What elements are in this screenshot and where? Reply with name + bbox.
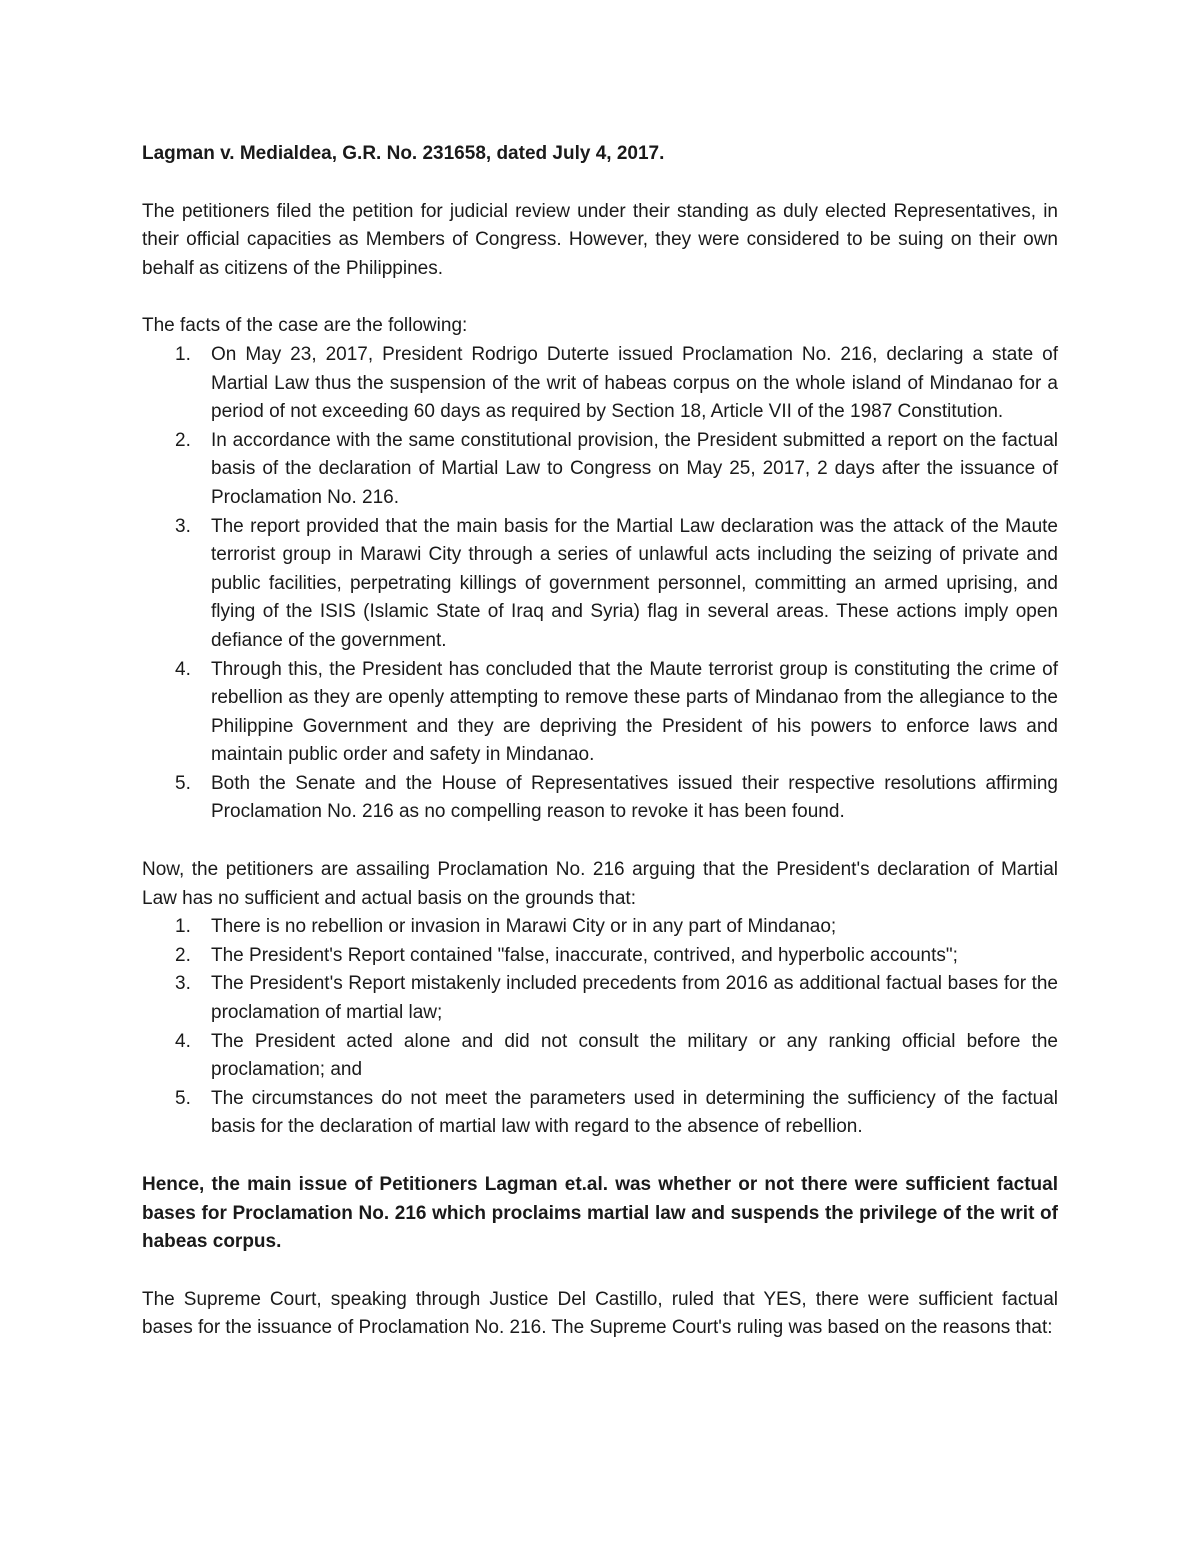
list-item-text: On May 23, 2017, President Rodrigo Duterte issued Proclamation No. 216, declaring a state of Martial Law thus the suspension of the writ of habeas corpus on the whole island of Mindanao for a period of not exceeding 60 days as required by Section 18, Article VII of the 1987 Constitution. <box>211 343 1058 423</box>
list-item <box>175 341 1058 427</box>
list-number: 5. <box>175 772 191 794</box>
list-item-text: The report provided that the main basis for the Martial Law declaration was the attack of the Maute terrorist group in Marawi City through a series of unlawful acts including the seizing of private and public facilities, perpetrating killings of government personnel, committing an armed uprising, and flying of the ISIS (Islamic State of Iraq and Syria) flag in several areas. These actions imply open defiance of the government. <box>211 515 1058 651</box>
list-item <box>175 970 1058 1027</box>
list-number: 3. <box>175 515 191 537</box>
list-item-text: The President acted alone and did not consult the military or any ranking official before the proclamation; and <box>211 1030 1058 1081</box>
list-item <box>175 770 1058 827</box>
list-item-text: Both the Senate and the House of Representatives issued their respective resolutions affirming Proclamation No. 216 as no compelling reason to revoke it has been found. <box>211 772 1058 823</box>
list-number: 1. <box>175 343 191 365</box>
list-number: 3. <box>175 973 191 995</box>
list-item <box>175 1028 1058 1085</box>
grounds-list <box>142 913 1058 1142</box>
main-issue-paragraph: Hence, the main issue of Petitioners Lagman et.al. was whether or not there were sufficient factual bases for Proclamation No. 216 which proclaims martial law and suspends the privilege of the writ of habeas corpus. <box>142 1174 1058 1253</box>
ruling-paragraph: The Supreme Court, speaking through Justice Del Castillo, ruled that YES, there were sufficient factual bases for the issuance of Proclamation No. 216. The Supreme Court's ruling was based on the reasons that: <box>142 1288 1058 1339</box>
list-item <box>175 942 1058 971</box>
list-number: 2. <box>175 944 191 966</box>
intro-paragraph: The petitioners filed the petition for judicial review under their standing as duly elected Representatives, in their official capacities as Members of Congress. However, they were considered to be suing on their own behalf as citizens of the Philippines. <box>142 200 1058 279</box>
list-item-text: In accordance with the same constitutional provision, the President submitted a report on the factual basis of the declaration of Martial Law to Congress on May 25, 2017, 2 days after the issuance of Proclamation No. 216. <box>211 429 1058 508</box>
facts-list <box>142 341 1058 827</box>
list-item <box>175 1085 1058 1142</box>
list-item-text: The President's Report contained "false, inaccurate, contrived, and hyperbolic accounts"; <box>211 944 958 966</box>
facts-heading: The facts of the case are the following: <box>142 315 468 337</box>
list-number: 5. <box>175 1087 191 1109</box>
list-number: 4. <box>175 658 191 680</box>
list-item <box>175 513 1058 656</box>
list-item <box>175 913 1058 942</box>
list-item <box>175 427 1058 513</box>
list-item-text: The President's Report mistakenly included precedents from 2016 as additional factual bases for the proclamation of martial law; <box>211 973 1058 1024</box>
grounds-heading: Now, the petitioners are assailing Proclamation No. 216 arguing that the President's declaration of Martial Law has no sufficient and actual basis on the grounds that: <box>142 859 1058 909</box>
list-item-text: There is no rebellion or invasion in Marawi City or in any part of Mindanao; <box>211 916 837 938</box>
list-number: 4. <box>175 1030 191 1052</box>
document-page <box>142 140 1058 1343</box>
list-number: 2. <box>175 429 191 451</box>
list-item <box>175 656 1058 770</box>
list-number: 1. <box>175 916 191 938</box>
list-item-text: The circumstances do not meet the parameters used in determining the sufficiency of the factual basis for the declaration of martial law with regard to the absence of rebellion. <box>211 1087 1058 1138</box>
case-title: Lagman v. Medialdea, G.R. No. 231658, dated July 4, 2017. <box>142 143 665 164</box>
list-item-text: Through this, the President has concluded that the Maute terrorist group is constituting the crime of rebellion as they are openly attempting to remove these parts of Mindanao from the allegiance to the Philippine Government and they are depriving the President of his powers to enforce laws and maintain public order and safety in Mindanao. <box>211 658 1058 766</box>
